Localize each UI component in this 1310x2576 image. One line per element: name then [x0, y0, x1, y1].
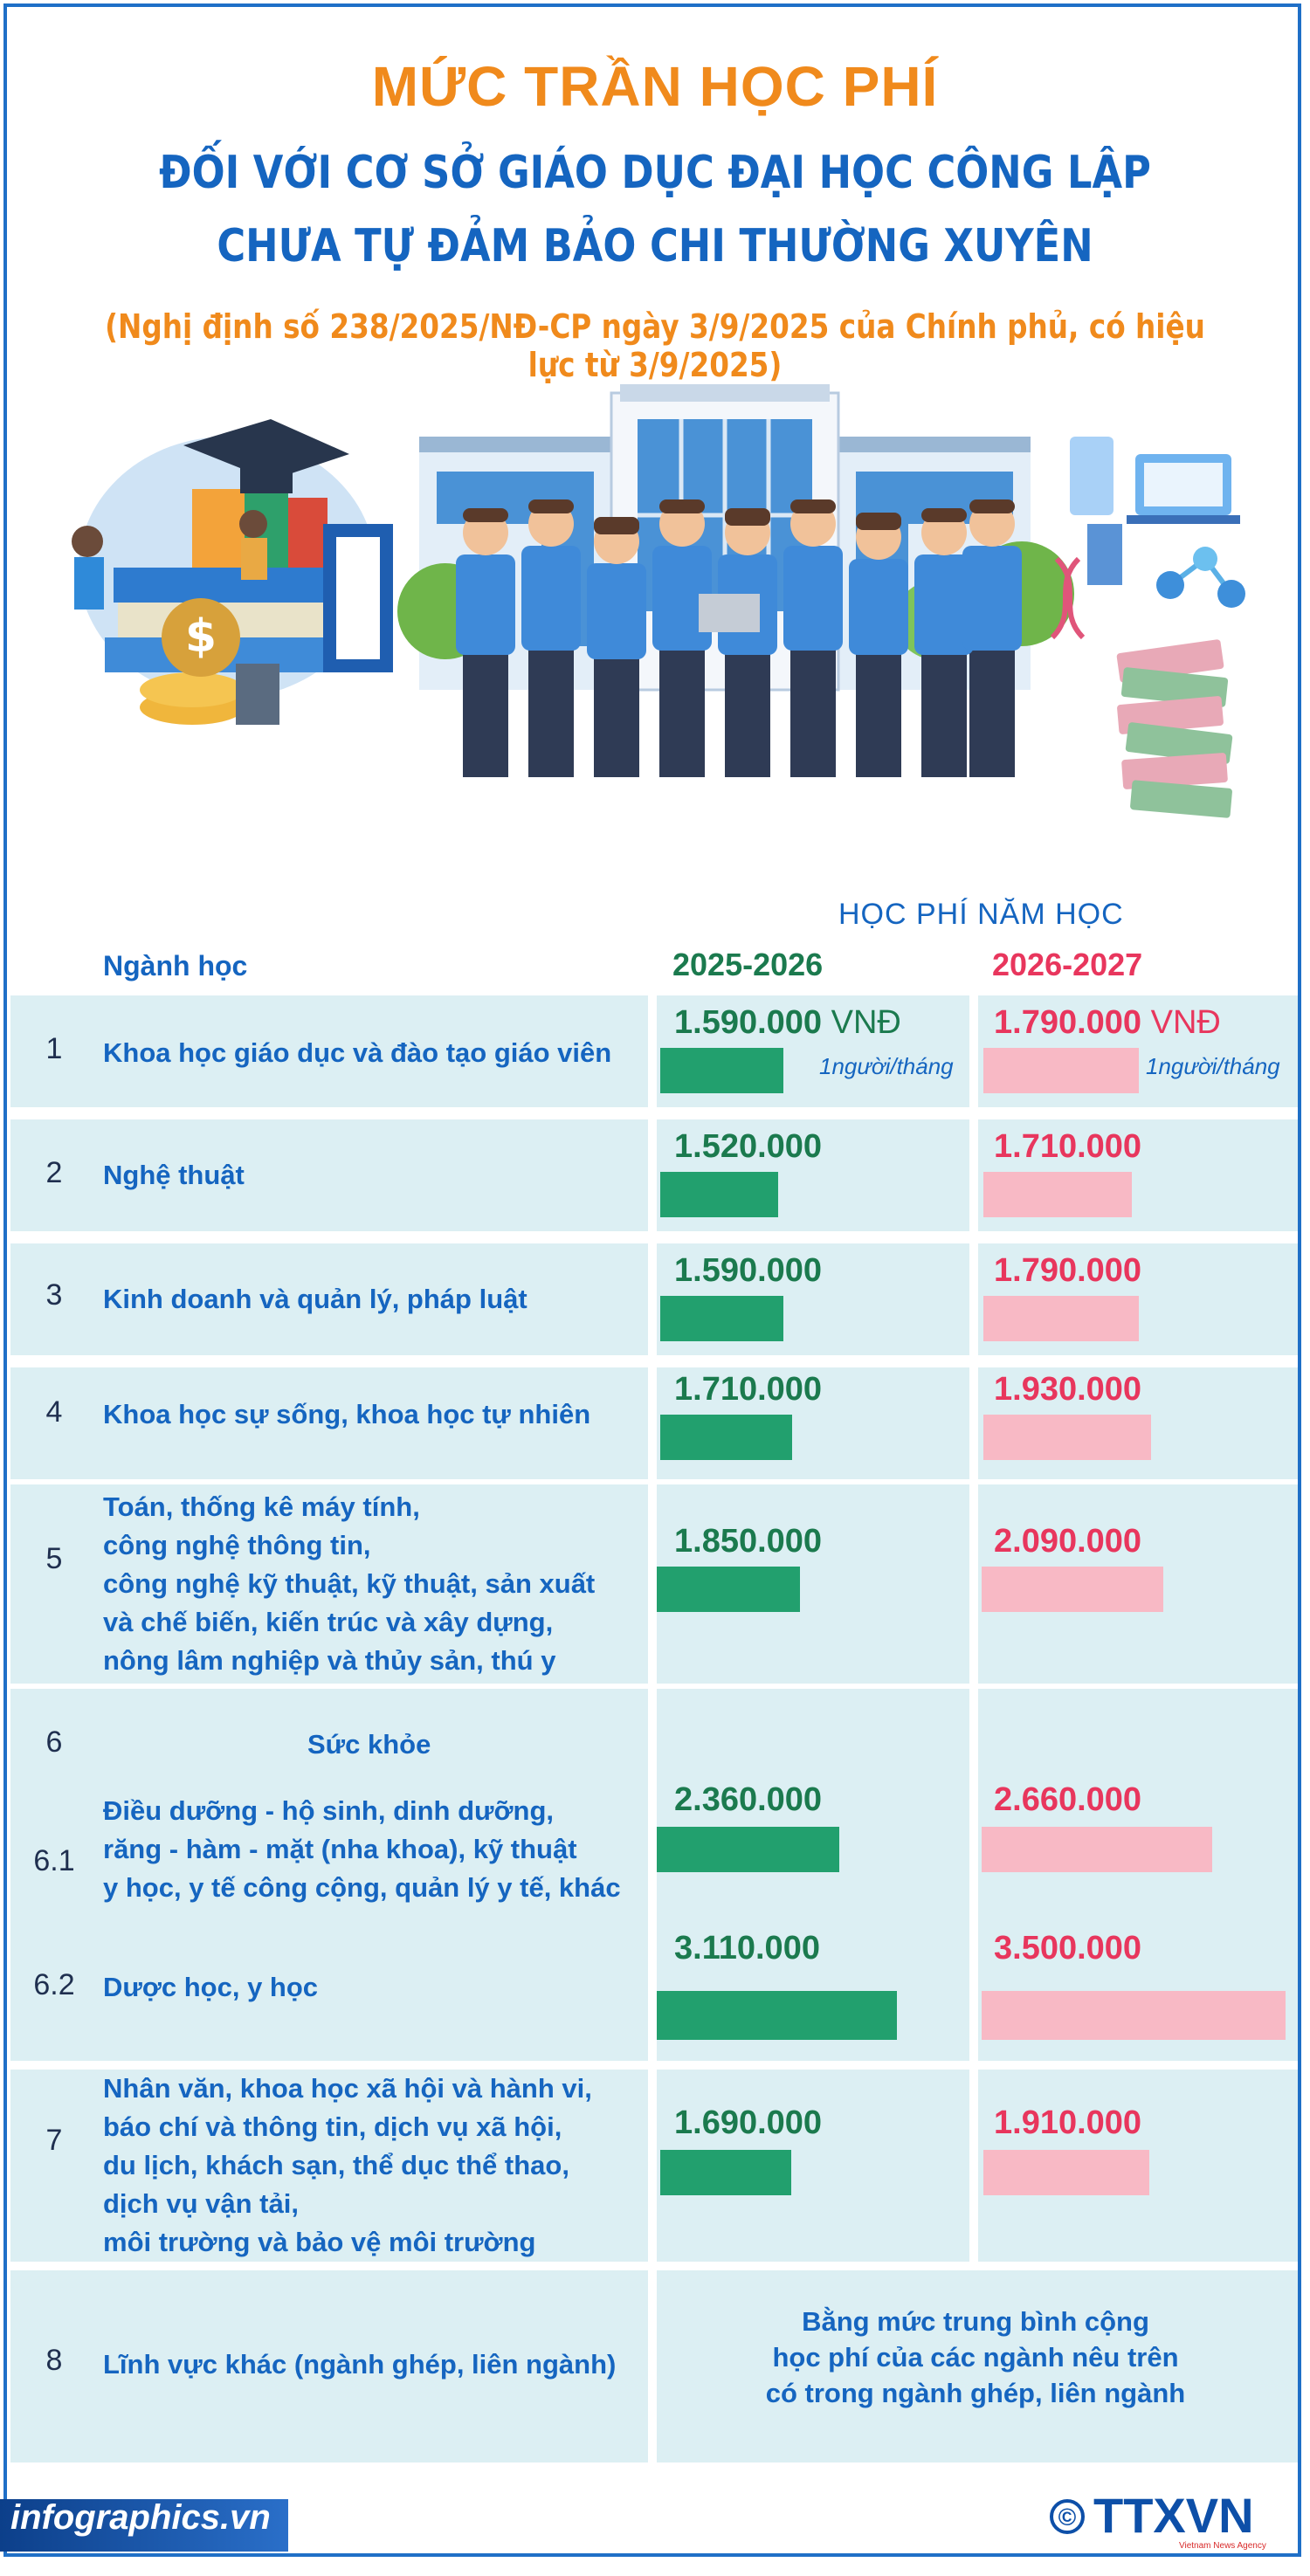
- row1-per-unit-2025: 1người/tháng: [819, 1053, 954, 1079]
- copyright-symbol: ©: [1058, 2504, 1077, 2531]
- row1-bar-2026: [983, 1048, 1139, 1093]
- row1-v1-unit: VNĐ: [831, 1004, 901, 1041]
- row7-bar-2026: [983, 2150, 1149, 2195]
- row4-bar-2026: [983, 1415, 1151, 1460]
- row6-major: Sức khỏe: [307, 1729, 431, 1760]
- row3-bar-2026: [983, 1296, 1139, 1341]
- row6-2-number: 6.2: [33, 1968, 75, 2001]
- row8-number: 8: [45, 2344, 63, 2377]
- subtitle-line-2: CHƯA TỰ ĐẢM BẢO CHI THƯỜNG XUYÊN: [217, 220, 1093, 272]
- row6-2-value-2026: 3.500.000: [994, 1930, 1142, 1966]
- row7-number: 7: [45, 2124, 63, 2157]
- row1-v2-amount: 1.790.000: [994, 1004, 1142, 1041]
- row3-number: 3: [45, 1278, 63, 1312]
- row6-1-number: 6.1: [33, 1844, 75, 1877]
- row3-value-2026: 1.790.000: [994, 1252, 1142, 1289]
- row2-value-2026: 1.710.000: [994, 1128, 1142, 1165]
- row1-v1-amount: 1.590.000: [674, 1004, 823, 1041]
- row7-major: [103, 2070, 645, 2262]
- students-group-icon: [456, 499, 1022, 777]
- money-stack-icon: [1116, 639, 1232, 818]
- year2-column-header: 2026-2027: [992, 947, 1143, 982]
- row1-value-2025: [674, 1004, 901, 1042]
- row2-bar-2025: [660, 1172, 778, 1217]
- row6-1-value-2026: 2.660.000: [994, 1781, 1142, 1818]
- row7-major-line4: dịch vụ vận tải,: [103, 2188, 299, 2219]
- row6-1-major-line2: răng - hàm - mặt (nha khoa), kỹ thuật: [103, 1834, 577, 1864]
- row7-major-line2: báo chí và thông tin, dịch vụ xã hội,: [103, 2111, 562, 2142]
- row6-number: 6: [45, 1725, 63, 1759]
- row3-major: Kinh doanh và quản lý, pháp luật: [103, 1284, 527, 1314]
- row6-1-major-line1: Điều dưỡng - hộ sinh, dinh dưỡng,: [103, 1795, 555, 1826]
- subtitle-line-1: ĐỐI VỚI CƠ SỞ GIÁO DỤC ĐẠI HỌC CÔNG LẬP: [159, 147, 1151, 199]
- row5-major-line4: và chế biến, kiến trúc và xây dựng,: [103, 1607, 554, 1637]
- row4-major: Khoa học sự sống, khoa học tự nhiên: [103, 1399, 591, 1429]
- row1-major: Khoa học giáo dục và đào tạo giáo viên: [103, 1037, 612, 1068]
- row6-1-value-2025: 2.360.000: [674, 1781, 823, 1818]
- row5-major-line5: nông lâm nghiệp và thủy sản, thú y: [103, 1645, 556, 1676]
- row2-value-2025: 1.520.000: [674, 1128, 823, 1165]
- row8-note-line3: có trong ngành ghép, liên ngành: [765, 2378, 1186, 2408]
- row8-note: [665, 2304, 1286, 2411]
- row8-note-line2: học phí của các ngành nêu trên: [772, 2342, 1179, 2373]
- row1-value-2026: [994, 1004, 1221, 1042]
- row5-major-line3: công nghệ kỹ thuật, kỹ thuật, sản xuất: [103, 1568, 596, 1599]
- row6-2-major: Dược học, y học: [103, 1972, 319, 2002]
- row6-2-value-2025: 3.110.000: [674, 1930, 820, 1966]
- row4-bar-2025: [660, 1415, 792, 1460]
- row6-2-bar-2026: [982, 1991, 1286, 2040]
- row5-major-line2: công nghệ thông tin,: [103, 1530, 371, 1560]
- row1-v2-unit: VNĐ: [1150, 1004, 1221, 1041]
- row5-value-2026: 2.090.000: [994, 1523, 1142, 1560]
- books-graduation-icon: [72, 419, 393, 725]
- row4-number: 4: [45, 1395, 63, 1429]
- row7-value-2026: 1.910.000: [994, 2104, 1142, 2141]
- row7-value-2025: 1.690.000: [674, 2104, 823, 2141]
- campus-illustration: [52, 384, 1275, 891]
- row6-1-bar-2026: [982, 1827, 1212, 1872]
- row6-2-bar-2025: [657, 1991, 897, 2040]
- row3-value-2025: 1.590.000: [674, 1252, 823, 1289]
- year1-column-header: 2025-2026: [672, 947, 824, 982]
- row2-major: Nghệ thuật: [103, 1160, 245, 1190]
- row1-bar-2025: [660, 1048, 783, 1093]
- row3-bar-2025: [660, 1296, 783, 1341]
- fee-period-header: HỌC PHÍ NĂM HỌC: [838, 898, 1124, 931]
- row1-per-unit-2026: 1người/tháng: [1146, 1053, 1280, 1079]
- row8-major: Lĩnh vực khác (ngành ghép, liên ngành): [103, 2349, 617, 2380]
- row4-value-2025: 1.710.000: [674, 1371, 823, 1408]
- row2-number: 2: [45, 1156, 63, 1189]
- decree-note: (Nghị định số 238/2025/NĐ-CP ngày 3/9/2025 của Chính phủ, có hiệu lực từ 3/9/2025): [105, 307, 1205, 384]
- row8-note-line1: Bằng mức trung bình cộng: [802, 2306, 1149, 2337]
- row5-major: [103, 1488, 636, 1680]
- row4-value-2026: 1.930.000: [994, 1371, 1142, 1408]
- svg-text:$: $: [184, 610, 217, 663]
- row5-bar-2025: [657, 1567, 800, 1612]
- row6-1-major: [103, 1792, 645, 1907]
- row1-number: 1: [45, 1032, 63, 1065]
- row7-major-line1: Nhân văn, khoa học xã hội và hành vi,: [103, 2073, 592, 2104]
- row5-bar-2026: [982, 1567, 1163, 1612]
- major-column-header: Ngành học: [103, 950, 248, 981]
- footer-site-link[interactable]: infographics.vn: [10, 2498, 271, 2537]
- technology-science-icon: [1052, 437, 1245, 637]
- row2-bar-2026: [983, 1172, 1132, 1217]
- row7-bar-2025: [660, 2150, 791, 2195]
- row6-1-major-line3: y học, y tế công cộng, quản lý y tế, khác: [103, 1872, 621, 1903]
- ttxvn-logo: [1048, 2487, 1284, 2550]
- row7-major-line3: du lịch, khách sạn, thể dục thể thao,: [103, 2150, 569, 2180]
- row5-number: 5: [45, 1542, 63, 1575]
- logo-text: TTXVN: [1093, 2488, 1254, 2543]
- logo-subtext: Vietnam News Agency: [1179, 2541, 1266, 2550]
- row6-1-bar-2025: [657, 1827, 839, 1872]
- row5-value-2025: 1.850.000: [674, 1523, 823, 1560]
- row5-major-line1: Toán, thống kê máy tính,: [103, 1491, 420, 1522]
- row7-major-line5: môi trường và bảo vệ môi trường: [103, 2227, 536, 2257]
- page-title: MỨC TRẦN HỌC PHÍ: [371, 55, 939, 118]
